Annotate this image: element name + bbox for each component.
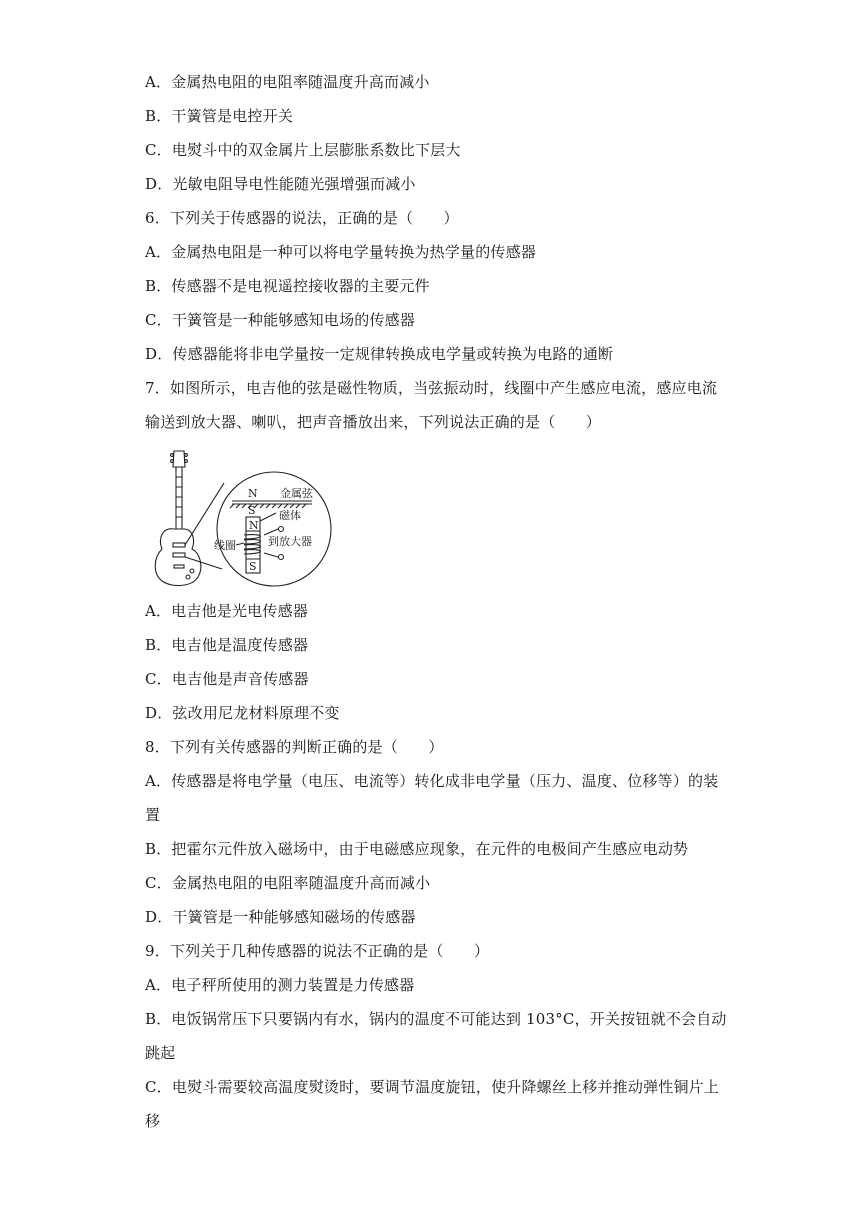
label-coil: 线圈 — [214, 539, 236, 552]
q7-option-c: C．电吉他是声音传感器 — [145, 670, 309, 688]
label-to-amplifier: 到放大器 — [268, 535, 312, 548]
q5-option-b: B．干簧管是电控开关 — [145, 107, 294, 125]
q7-option-d: D．弦改用尼龙材料原理不变 — [145, 704, 340, 722]
q7-option-b: B．电吉他是温度传感器 — [145, 636, 309, 654]
q9-stem: 9．下列关于几种传感器的说法不正确的是（ ） — [145, 942, 490, 960]
q6-option-c: C．干簧管是一种能够感知电场的传感器 — [145, 311, 416, 329]
magnet-pole-n: N — [249, 519, 259, 532]
q8-stem: 8．下列有关传感器的判断正确的是（ ） — [145, 738, 444, 756]
label-metal-string: 金属弦 — [280, 487, 313, 500]
q6-option-d: D．传感器能将非电学量按一定规律转换成电学量或转换为电路的通断 — [145, 345, 614, 363]
q8-option-c: C．金属热电阻的电阻率随温度升高而减小 — [145, 874, 431, 892]
q6-stem: 6．下列关于传感器的说法，正确的是（ ） — [145, 209, 459, 227]
q6-option-a: A．金属热电阻是一种可以将电学量转换为热学量的传感器 — [145, 243, 537, 261]
q8-option-a-line1: A．传感器是将电学量（电压、电流等）转化成非电学量（压力、温度、位移等）的装 — [145, 772, 719, 790]
q9-option-c-line1: C．电熨斗需要较高温度熨烫时，要调节温度旋钮，使升降螺丝上移并推动弹性铜片上 — [145, 1078, 720, 1096]
q5-option-a: A．金属热电阻的电阻率随温度升高而减小 — [145, 73, 430, 91]
electric-guitar-figure — [148, 447, 333, 589]
q7-stem-line2: 输送到放大器、喇叭，把声音播放出来，下列说法正确的是（ ） — [145, 413, 602, 431]
q9-option-b-line2: 跳起 — [145, 1044, 176, 1062]
q8-option-a-line2: 置 — [145, 806, 161, 824]
q9-option-a: A．电子秤所使用的测力装置是力传感器 — [145, 976, 415, 994]
q8-option-b: B．把霍尔元件放入磁场中，由于电磁感应现象，在元件的电极间产生感应电动势 — [145, 840, 689, 858]
q6-option-b: B．传感器不是电视遥控接收器的主要元件 — [145, 277, 430, 295]
q9-option-b-line1: B．电饭锅常压下只要锅内有水，锅内的温度不可能达到 103°C，开关按钮就不会自动 — [145, 1010, 727, 1028]
q7-option-a: A．电吉他是光电传感器 — [145, 602, 309, 620]
q5-option-c: C．电熨斗中的双金属片上层膨胀系数比下层大 — [145, 141, 461, 159]
q7-stem-line1: 7．如图所示，电吉他的弦是磁性物质，当弦振动时，线圈中产生感应电流，感应电流 — [145, 379, 718, 397]
q9-option-c-line2: 移 — [145, 1112, 161, 1130]
string-pole-s: S — [248, 504, 256, 517]
string-pole-n: N — [248, 487, 258, 500]
magnet-pole-s: S — [249, 560, 257, 573]
q8-option-d: D．干簧管是一种能够感知磁场的传感器 — [145, 908, 416, 926]
label-magnet: 磁体 — [279, 509, 301, 522]
q5-option-d: D．光敏电阻导电性能随光强增强而减小 — [145, 175, 416, 193]
